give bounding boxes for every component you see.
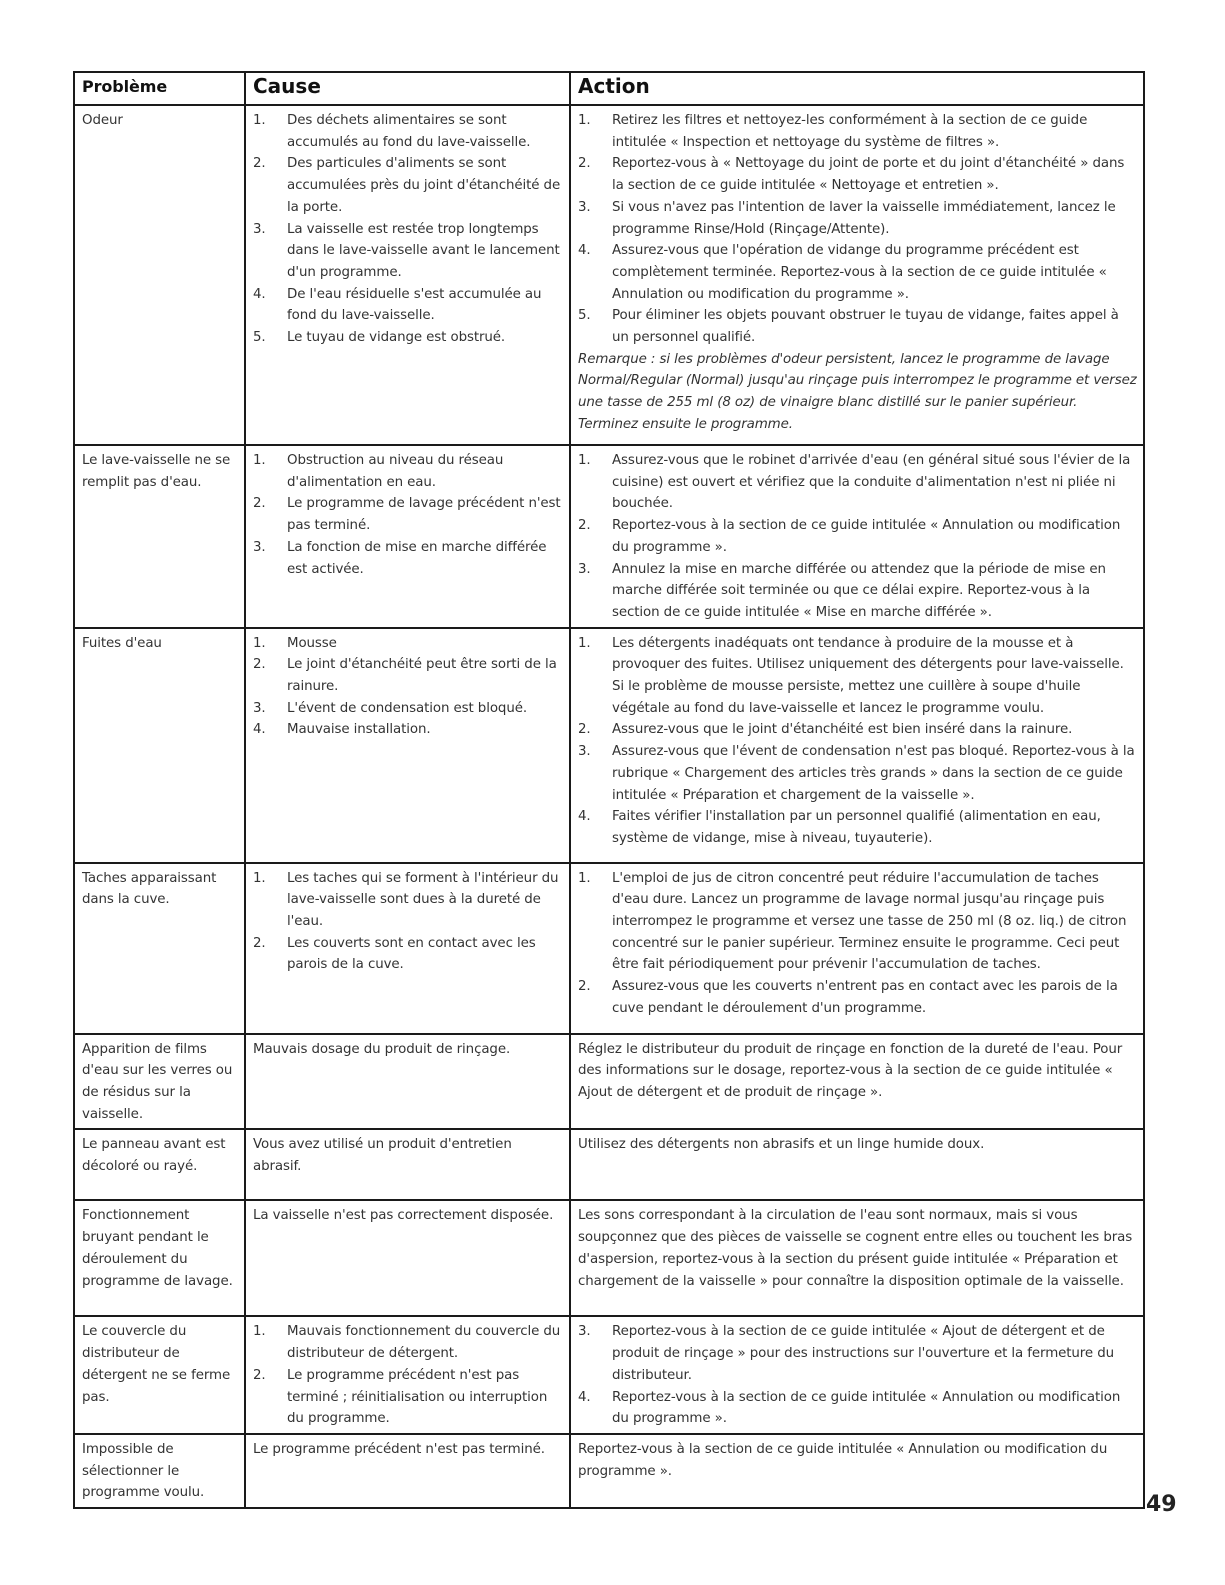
list-item [578,719,1137,741]
list-item [253,698,563,720]
cause-list [253,868,563,977]
item-number: 2. [253,657,266,673]
action-cell: Réglez le distributeur du produit de rinçage en fonction de la dureté de l'eau. Pour des informations sur le dosage, reportez-vous à la section de ce guide intitulée « Ajout de détergent et de produit de rinçage ». [570,1034,1144,1130]
item-number: 4. [253,722,266,738]
item-text: Les taches qui se forment à l'intérieur du lave-vaisselle sont dues à la dureté de l'eau. [287,870,559,930]
table-row [74,1200,1144,1316]
problem-cell: Taches apparaissant dans la cuve. [74,863,245,1034]
item-text: Mousse [287,635,337,651]
table-row [74,445,1144,628]
item-number: 1. [578,453,591,468]
action-cell: Utilisez des détergents non abrasifs et un linge humide doux. [570,1129,1144,1200]
cause-list [253,450,563,580]
table-row [74,1034,1144,1130]
item-number: 2. [253,1367,266,1383]
item-text: De l'eau résiduelle s'est accumulée au fond du lave-vaisselle. [287,286,542,324]
problem-cell: Odeur [74,105,245,445]
table-row [74,1129,1144,1200]
item-text: L'emploi de jus de citron concentré peut réduire l'accumulation de taches d'eau dure. Lancez un programme de lavage normal jusqu'au rinçage puis interrompez le programme et versez une tasse de 250 ml (8 oz. liq.) de citron concentré sur le panier supérieur. Terminez ensuite le programme. Ceci peut être fait périodiquement pour prévenir l'accumulation de taches. [612,870,1127,973]
item-text: Mauvaise installation. [287,722,431,738]
list-item [578,305,1137,348]
item-number: 1. [253,870,266,886]
item-number: 4. [253,286,266,302]
list-item [578,515,1137,558]
table-row [74,1434,1144,1508]
item-text: Reportez-vous à « Nettoyage du joint de porte et du joint d'étanchéité » dans la section de ce guide intitulée « Nettoyage et entretien ». [612,156,1125,194]
item-text: Assurez-vous que l'opération de vidange du programme précédent est complètement terminée. Reportez-vous à la section de ce guide intitulée « Annulation ou modification du programme ». [612,243,1107,302]
cause-cell [245,863,570,1034]
list-item [253,654,563,697]
problem-cell: Apparition de films d'eau sur les verres ou de résidus sur la vaisselle. [74,1034,245,1130]
item-text: Le programme de lavage précédent n'est pas terminé. [287,496,561,534]
item-text: Le tuyau de vidange est obstrué. [287,330,506,346]
cause-cell [245,1316,570,1434]
item-text: Annulez la mise en marche différée ou attendez que la période de mise en marche différée soit terminée ou que ce délai expire. Reportez-vous à la section de ce guide intitulée « Mise en marche différée ». [612,561,1106,620]
problem-cell: Impossible de sélectionner le programme voulu. [74,1434,245,1508]
list-item [253,719,563,741]
table-row [74,105,1144,445]
action-cell [570,445,1144,628]
problem-cell: Fuites d'eau [74,628,245,863]
item-text: Reportez-vous à la section de ce guide intitulée « Ajout de détergent et de produit de rinçage » pour des instructions sur l'ouverture et la fermeture du distributeur. [612,1324,1115,1383]
item-number: 2. [253,935,266,951]
item-number: 4. [578,1389,591,1405]
list-item [578,559,1137,624]
item-text: Assurez-vous que le joint d'étanchéité est bien inséré dans la rainure. [612,722,1073,738]
troubleshooting-table [73,71,1145,1509]
item-text: La vaisselle est restée trop longtemps dans le lave-vaisselle avant le lancement d'un programme. [287,221,560,280]
list-item [253,1365,563,1430]
action-list [578,110,1137,349]
item-number: 3. [253,700,266,716]
cause-cell [245,628,570,863]
list-item [578,633,1137,720]
cause-list [253,110,563,349]
problem-cell: Fonctionnement bruyant pendant le déroulement du programme de lavage. [74,1200,245,1316]
item-number: 3. [253,221,266,237]
list-item [578,1387,1137,1430]
item-number: 5. [578,308,591,324]
list-item [578,110,1137,153]
table-row [74,1316,1144,1434]
problem-cell: Le couvercle du distributeur de détergent ne se ferme pas. [74,1316,245,1434]
action-cell: Les sons correspondant à la circulation de l'eau sont normaux, mais si vous soupçonnez que des pièces de vaisselle se cognent entre elles ou touchent les bras d'aspersion, reportez-vous à la section du présent guide intitulée « Préparation et chargement de la vaisselle » pour connaître la disposition optimale de la vaisselle. [570,1200,1144,1316]
cause-cell [245,105,570,445]
item-number: 2. [253,156,266,172]
list-item [253,868,563,933]
item-number: 3. [578,561,591,577]
item-text: Les couverts sont en contact avec les parois de la cuve. [287,935,536,973]
header-action: Action [570,72,1144,105]
list-item [578,868,1137,977]
item-text: Pour éliminer les objets pouvant obstruer le tuyau de vidange, faites appel à un personnel qualifié. [612,308,1119,346]
action-cell [570,628,1144,863]
cause-cell: Le programme précédent n'est pas terminé. [245,1434,570,1508]
item-number: 1. [253,113,266,128]
item-text: L'évent de condensation est bloqué. [287,700,528,716]
list-item [253,450,563,493]
problem-cell: Le lave-vaisselle ne se remplit pas d'eau. [74,445,245,628]
action-list [578,1321,1137,1430]
item-number: 1. [578,113,591,128]
cause-cell: La vaisselle n'est pas correctement disposée. [245,1200,570,1316]
cause-cell [245,445,570,628]
item-number: 2. [578,518,591,534]
action-list [578,868,1137,1020]
list-item [253,537,563,580]
cause-list [253,1321,563,1430]
cause-list [253,633,563,742]
list-item [253,633,563,655]
list-item [578,240,1137,305]
list-item [578,741,1137,806]
item-number: 1. [253,635,266,651]
list-item [253,153,563,218]
action-list [578,450,1137,624]
item-number: 1. [578,870,591,886]
action-cell [570,1316,1144,1434]
item-number: 2. [253,496,266,512]
list-item [253,933,563,976]
item-number: 1. [253,1324,266,1340]
item-text: Des particules d'aliments se sont accumulées près du joint d'étanchéité de la porte. [287,156,561,215]
item-text: Le programme précédent n'est pas terminé ; réinitialisation ou interruption du programme. [287,1367,548,1427]
item-number: 2. [578,156,591,172]
item-text: Les détergents inadéquats ont tendance à produire de la mousse et à provoquer des fuites. Utilisez uniquement des détergents pour lave-vaisselle. Si le problème de mousse persiste, mettez une cuillère à soupe d'huile végétale au fond du lave-vaisselle et lancez le programme voulu. [612,635,1124,716]
item-text: La fonction de mise en marche différée est activée. [287,539,547,577]
item-text: Assurez-vous que les couverts n'entrent pas en contact avec les parois de la cuve pendant le déroulement d'un programme. [612,979,1118,1016]
list-item [578,976,1137,1019]
list-item [253,219,563,284]
item-text: Obstruction au niveau du réseau d'alimentation en eau. [287,453,504,490]
item-number: 2. [578,979,591,995]
item-number: 5. [253,330,266,346]
header-cause: Cause [245,72,570,105]
action-cell [570,105,1144,445]
list-item [578,1321,1137,1386]
item-text: Des déchets alimentaires se sont accumulés au fond du lave-vaisselle. [287,113,531,150]
item-number: 4. [578,809,591,825]
item-number: 1. [253,453,266,468]
list-item [578,153,1137,196]
item-text: Retirez les filtres et nettoyez-les conformément à la section de ce guide intitulée « Inspection et nettoyage du système de filtres ». [612,113,1088,150]
cause-cell: Mauvais dosage du produit de rinçage. [245,1034,570,1130]
item-number: 4. [578,243,591,259]
header-problem: Problème [74,72,245,105]
item-text: Reportez-vous à la section de ce guide intitulée « Annulation ou modification du programme ». [612,1389,1121,1427]
table-row [74,628,1144,863]
item-number: 1. [578,635,591,651]
list-item [253,1321,563,1364]
item-number: 2. [578,722,591,738]
problem-cell: Le panneau avant est décoloré ou rayé. [74,1129,245,1200]
item-number: 3. [578,744,591,760]
list-item [253,284,563,327]
item-text: Assurez-vous que l'évent de condensation n'est pas bloqué. Reportez-vous à la rubrique « Chargement des articles très grands » dans la section de ce guide intitulée « Préparation et chargement de la vaisselle ». [612,744,1135,803]
item-text: Le joint d'étanchéité peut être sorti de la rainure. [287,657,557,695]
odor-note: Remarque : si les problèmes d'odeur persistent, lancez le programme de lavage Normal/Regular (Normal) jusqu'au rinçage puis interrompez le programme et versez une tasse de 255 ml (8 oz) de vinaigre blanc distillé sur le panier supérieur. Terminez ensuite le programme. [578,351,1137,432]
cause-cell: Vous avez utilisé un produit d'entretien abrasif. [245,1129,570,1200]
item-number: 3. [578,1324,591,1340]
header-row [74,72,1144,105]
item-number: 3. [253,539,266,555]
list-item [253,110,563,153]
item-text: Si vous n'avez pas l'intention de laver la vaisselle immédiatement, lancez le programme Rinse/Hold (Rinçage/Attente). [612,199,1116,237]
item-number: 3. [578,199,591,215]
list-item [253,327,563,349]
item-text: Assurez-vous que le robinet d'arrivée d'eau (en général situé sous l'évier de la cuisine) est ouvert et vérifiez que la conduite d'alimentation n'est ni pliée ni bouchée. [612,453,1131,512]
item-text: Reportez-vous à la section de ce guide intitulée « Annulation ou modification du programme ». [612,518,1121,555]
action-cell [570,863,1144,1034]
page-number: 49 [1146,1492,1177,1517]
action-cell: Reportez-vous à la section de ce guide intitulée « Annulation ou modification du programme ». [570,1434,1144,1508]
list-item [578,450,1137,515]
item-text: Mauvais fonctionnement du couvercle du distributeur de détergent. [287,1324,561,1362]
list-item [578,806,1137,849]
action-list [578,633,1137,850]
list-item [253,493,563,536]
item-text: Faites vérifier l'installation par un personnel qualifié (alimentation en eau, système de vidange, mise à niveau, tuyauterie). [612,809,1101,846]
list-item [578,197,1137,240]
table-row [74,863,1144,1034]
